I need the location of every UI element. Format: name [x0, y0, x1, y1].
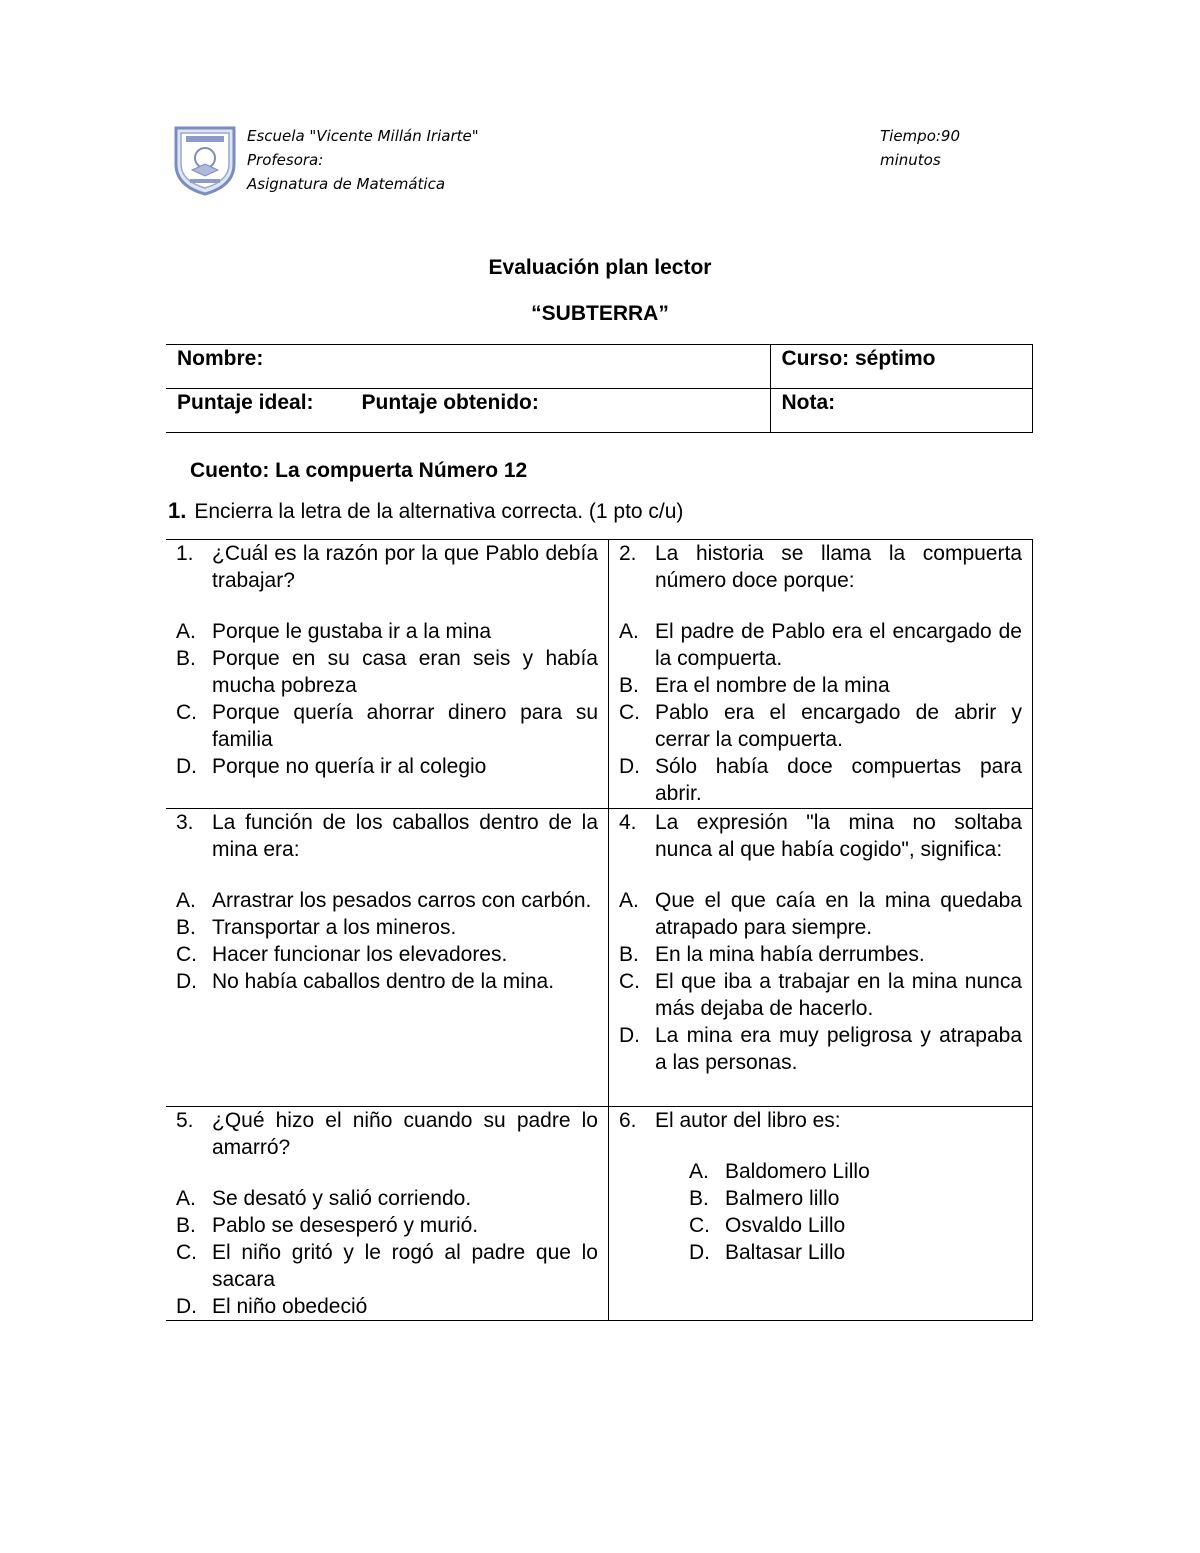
option-letter[interactable]: B.	[689, 1187, 709, 1210]
question-cell	[166, 540, 609, 809]
option-text: Baldomero Lillo	[725, 1160, 870, 1183]
time-line-2: minutos	[880, 151, 941, 169]
answer-option[interactable]	[176, 1239, 598, 1293]
question-stem	[176, 809, 598, 863]
question-cell	[609, 809, 1033, 1107]
answer-option[interactable]	[619, 968, 1022, 1022]
option-text: Balmero lillo	[725, 1187, 840, 1210]
option-text: Sólo había doce compuertas para abrir.	[655, 755, 1022, 805]
option-letter[interactable]: C.	[176, 1241, 197, 1264]
option-letter[interactable]: A.	[176, 1187, 196, 1210]
option-text: Que el que caía en la mina quedaba atrapado para siempre.	[655, 889, 1022, 939]
question-number: 1.	[176, 542, 194, 565]
answer-option[interactable]	[176, 645, 598, 699]
option-text: Porque le gustaba ir a la mina	[212, 620, 491, 643]
question-stem	[176, 1107, 598, 1161]
option-letter[interactable]: A.	[619, 620, 639, 643]
option-text: Se desató y salió corriendo.	[212, 1187, 472, 1210]
option-letter[interactable]: B.	[619, 943, 639, 966]
option-list	[619, 618, 1022, 807]
time-line-1: Tiempo:90	[880, 127, 961, 145]
option-text: El niño obedeció	[212, 1295, 368, 1318]
question-stem	[619, 1107, 1022, 1134]
option-text: El niño gritó y le rogó al padre que lo sacara	[212, 1241, 598, 1291]
answer-option[interactable]	[689, 1239, 1022, 1266]
question-number: 6.	[619, 1109, 637, 1132]
nota-field[interactable]: Nota:	[770, 389, 1033, 433]
option-letter[interactable]: D.	[176, 755, 197, 778]
question-number: 3.	[176, 811, 194, 834]
option-text: Arrastrar los pesados carros con carbón.	[212, 889, 592, 912]
answer-option[interactable]	[176, 699, 598, 753]
option-letter[interactable]: D.	[619, 1024, 640, 1047]
option-text: Transportar a los mineros.	[212, 916, 457, 939]
question-cell	[609, 1107, 1033, 1321]
answer-option[interactable]	[176, 968, 598, 995]
option-list	[619, 1158, 1022, 1266]
answer-option[interactable]	[176, 1185, 598, 1212]
option-text: Porque quería ahorrar dinero para su familia	[212, 701, 598, 751]
option-letter[interactable]: C.	[619, 701, 640, 724]
question-stem	[176, 540, 598, 594]
question-cell	[166, 1107, 609, 1321]
question-text: La expresión "la mina no soltaba nunca al que había cogido", significa:	[655, 811, 1022, 861]
answer-option[interactable]	[689, 1185, 1022, 1212]
question-cell	[609, 540, 1033, 809]
option-text: El padre de Pablo era el encargado de la compuerta.	[655, 620, 1022, 670]
answer-option[interactable]	[176, 887, 598, 914]
question-text: El autor del libro es:	[655, 1109, 841, 1132]
option-text: Pablo era el encargado de abrir y cerrar la compuerta.	[655, 701, 1022, 751]
option-list	[176, 1185, 598, 1320]
option-letter[interactable]: B.	[176, 1214, 196, 1237]
option-list	[176, 618, 598, 780]
answer-option[interactable]	[619, 618, 1022, 672]
option-text: Baltasar Lillo	[725, 1241, 846, 1264]
question-text: ¿Qué hizo el niño cuando su padre lo amarró?	[212, 1109, 598, 1159]
question-stem	[619, 540, 1022, 594]
page-subtitle: “SUBTERRA”	[531, 302, 669, 325]
instruction-text: Encierra la letra de la alternativa correcta. (1 pto c/u)	[194, 500, 684, 523]
option-letter[interactable]: A.	[176, 889, 196, 912]
school-crest-logo	[172, 124, 238, 196]
question-number: 4.	[619, 811, 637, 834]
page-title: Evaluación plan lector	[488, 256, 712, 279]
question-number: 2.	[619, 542, 637, 565]
option-text: La mina era muy peligrosa y atrapaba a las personas.	[655, 1024, 1022, 1074]
question-text: La historia se llama la compuerta número doce porque:	[655, 542, 1022, 592]
answer-option[interactable]	[689, 1212, 1022, 1239]
answer-option[interactable]	[176, 941, 598, 968]
question-cell	[166, 809, 609, 1107]
answer-option[interactable]	[619, 887, 1022, 941]
option-letter[interactable]: A.	[176, 620, 196, 643]
option-text: Hacer funcionar los elevadores.	[212, 943, 508, 966]
answer-option[interactable]	[176, 753, 598, 780]
option-letter[interactable]: A.	[689, 1160, 709, 1183]
school-name: Escuela "Vicente Millán Iriarte"	[247, 127, 479, 145]
subject-label: Asignatura de Matemática	[247, 175, 446, 193]
option-text: Porque en su casa eran seis y había mucha pobreza	[212, 647, 598, 697]
answer-option[interactable]	[176, 618, 598, 645]
instruction	[168, 498, 683, 524]
option-letter[interactable]: D.	[689, 1241, 710, 1264]
nombre-field[interactable]: Nombre:	[166, 345, 770, 389]
option-text: El que iba a trabajar en la mina nunca más dejaba de hacerlo.	[655, 970, 1022, 1020]
option-list	[176, 887, 598, 995]
curso-field: Curso: séptimo	[770, 345, 1033, 389]
option-text: Era el nombre de la mina	[655, 674, 890, 697]
question-stem	[619, 809, 1022, 863]
answer-option[interactable]	[176, 914, 598, 941]
question-text: La función de los caballos dentro de la mina era:	[212, 811, 598, 861]
instruction-number: 1.	[168, 498, 187, 523]
option-letter[interactable]: D.	[619, 755, 640, 778]
time-info	[880, 124, 960, 172]
answer-option[interactable]	[176, 1212, 598, 1239]
option-letter[interactable]: D.	[176, 1295, 197, 1318]
questions-table	[166, 539, 1033, 1321]
option-letter[interactable]: B.	[176, 647, 196, 670]
puntaje-cell[interactable]	[166, 389, 770, 433]
story-title: Cuento: La compuerta Número 12	[190, 459, 528, 482]
answer-option[interactable]	[619, 941, 1022, 968]
puntaje-obtenido-label: Puntaje obtenido:	[361, 391, 539, 414]
school-info	[247, 124, 479, 196]
answer-option[interactable]	[619, 753, 1022, 807]
answer-option[interactable]	[619, 672, 1022, 699]
puntaje-ideal-label: Puntaje ideal:	[177, 391, 314, 414]
option-letter[interactable]: C.	[176, 943, 197, 966]
option-letter[interactable]: C.	[619, 970, 640, 993]
teacher-label: Profesora:	[247, 151, 324, 169]
option-list	[619, 887, 1022, 1076]
option-text: En la mina había derrumbes.	[655, 943, 925, 966]
option-letter[interactable]: D.	[176, 970, 197, 993]
document-header	[172, 124, 972, 204]
answer-option[interactable]	[176, 1293, 598, 1320]
question-text: ¿Cuál es la razón por la que Pablo debía trabajar?	[212, 542, 598, 592]
option-letter[interactable]: C.	[689, 1214, 710, 1237]
answer-option[interactable]	[689, 1158, 1022, 1185]
option-letter[interactable]: C.	[176, 701, 197, 724]
option-letter[interactable]: A.	[619, 889, 639, 912]
option-text: Osvaldo Lillo	[725, 1214, 846, 1237]
option-letter[interactable]: B.	[176, 916, 196, 939]
question-number: 5.	[176, 1109, 194, 1132]
option-text: No había caballos dentro de la mina.	[212, 970, 555, 993]
option-text: Porque no quería ir al colegio	[212, 755, 487, 778]
option-letter[interactable]: B.	[619, 674, 639, 697]
student-info-table	[166, 344, 1033, 433]
answer-option[interactable]	[619, 1022, 1022, 1076]
answer-option[interactable]	[619, 699, 1022, 753]
option-text: Pablo se desesperó y murió.	[212, 1214, 479, 1237]
